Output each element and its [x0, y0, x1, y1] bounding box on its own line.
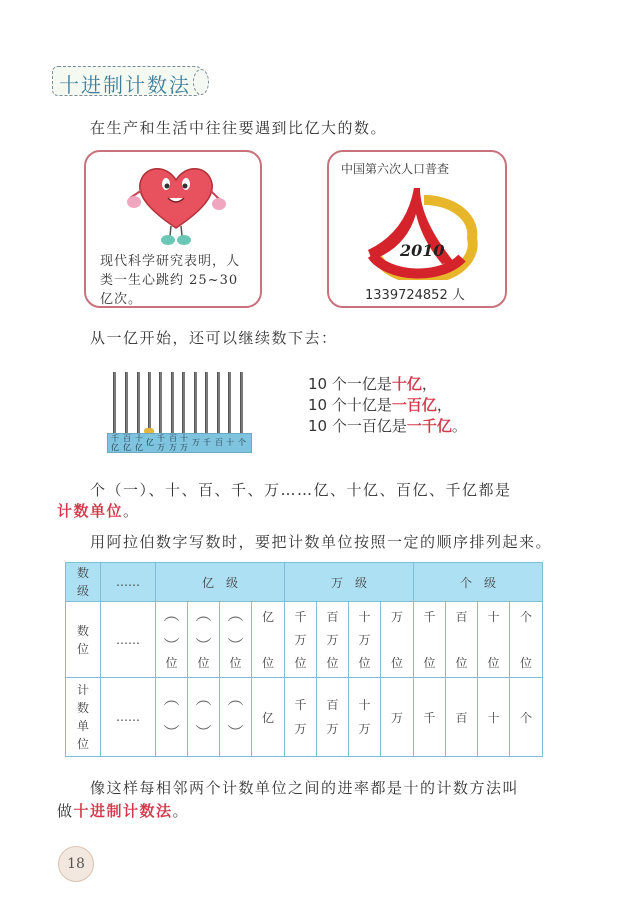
heart-text-line: 类一生心跳约 25~30 — [100, 273, 239, 288]
abacus-rod — [113, 372, 116, 434]
unit-cell: 万 — [381, 678, 414, 757]
continue-paragraph: 从一亿开始，还可以继续数下去： — [90, 329, 338, 347]
order-paragraph: 用阿拉伯数字写数时，要把计数单位按照一定的顺序排列起来。 — [90, 533, 553, 551]
abacus-rod — [125, 372, 128, 434]
heart-text-line: 现代科学研究表明，人 — [100, 254, 241, 269]
place-blank-cell[interactable]: ︵ ︶ 位 — [220, 602, 252, 678]
abacus-rod — [148, 372, 151, 434]
fact-line: 10 个十亿是一百亿， — [308, 396, 452, 414]
conclusion-line2: 做十进制计数法。 — [57, 802, 190, 820]
abacus-rod — [240, 372, 243, 434]
unit-cell: 百万 — [317, 678, 349, 757]
census-heading: 中国第六次人口普查 — [341, 162, 450, 176]
level-ge: 个 级 — [414, 563, 543, 602]
place-cell: 千 位 — [414, 602, 446, 678]
unit-cell: 十 — [478, 678, 510, 757]
place-cell: 个 位 — [510, 602, 543, 678]
section-title: 十进制计数法 — [59, 73, 191, 97]
rod-label: 百 — [215, 438, 223, 447]
unit-blank-cell[interactable]: ︵ ︶ — [156, 678, 188, 757]
ellipsis-cell: …… — [101, 602, 156, 678]
section-title-box — [52, 66, 202, 96]
heart-card-text — [100, 252, 240, 309]
unit-cell: 个 — [510, 678, 543, 757]
rod-label: 十 亿 — [135, 434, 143, 452]
rod-label: 千 — [203, 438, 211, 447]
heart-mascot-icon — [126, 158, 226, 248]
unit-cell: 亿 — [252, 678, 285, 757]
unit-cell: 百 — [446, 678, 478, 757]
place-blank-cell[interactable]: ︵ ︶ 位 — [156, 602, 188, 678]
rod-label: 亿 — [146, 438, 154, 447]
row-header-place: 数位 — [66, 602, 101, 678]
table-row-levels — [66, 563, 543, 602]
fact-line: 10 个一百亿是一千亿。 — [308, 417, 467, 435]
fact-line: 10 个一亿是十亿， — [308, 375, 437, 393]
row-header-unit: 计数单位 — [66, 678, 101, 757]
place-cell: 百 万 位 — [317, 602, 349, 678]
unit-cell: 千 — [414, 678, 446, 757]
unit-cell: 十万 — [349, 678, 381, 757]
rod-label: 千 万 — [157, 434, 165, 452]
abacus-rod — [137, 372, 140, 434]
row-header-level: 数级 — [66, 563, 101, 602]
ellipsis-cell: …… — [101, 678, 156, 757]
scroll-curl-decoration — [193, 69, 209, 95]
page-number: 18 — [58, 846, 94, 882]
facts-list — [308, 374, 467, 437]
units-paragraph-line2: 计数单位。 — [57, 502, 140, 520]
census-logo-icon — [354, 180, 484, 280]
abacus-rod — [194, 372, 197, 434]
counting-units-table — [65, 562, 543, 757]
heart-card — [84, 150, 262, 308]
rod-label: 十 万 — [180, 434, 188, 452]
rod-label: 个 — [238, 438, 246, 447]
rod-label: 万 — [192, 438, 200, 447]
place-cell: 百 位 — [446, 602, 478, 678]
place-cell: 十 位 — [478, 602, 510, 678]
table-row-places — [66, 602, 543, 678]
rod-label: 百 亿 — [123, 434, 131, 452]
place-cell: 亿 位 — [252, 602, 285, 678]
abacus-rod — [228, 372, 231, 434]
rod-label: 百 万 — [169, 434, 177, 452]
place-cell: 千 万 位 — [285, 602, 317, 678]
place-cell: 万 位 — [381, 602, 414, 678]
census-card — [327, 150, 507, 308]
rod-label: 十 — [226, 438, 234, 447]
abacus-rod — [171, 372, 174, 434]
rod-label: 千 亿 — [111, 434, 119, 452]
intro-paragraph: 在生产和生活中往往要遇到比亿大的数。 — [90, 119, 388, 137]
census-population: 1339724852 人 — [365, 288, 465, 303]
place-cell: 十 万 位 — [349, 602, 381, 678]
conclusion-line1: 像这样每相邻两个计数单位之间的进率都是十的计数方法叫 — [90, 779, 520, 797]
abacus-rod — [159, 372, 162, 434]
abacus-rod — [205, 372, 208, 434]
unit-blank-cell[interactable]: ︵ ︶ — [188, 678, 220, 757]
abacus-rod — [217, 372, 220, 434]
table-row-units — [66, 678, 543, 757]
level-yi: 亿 级 — [156, 563, 285, 602]
abacus-rod — [182, 372, 185, 434]
unit-blank-cell[interactable]: ︵ ︶ — [220, 678, 252, 757]
census-logo-year: 2010 — [400, 241, 445, 260]
heart-text-line: 亿次。 — [100, 292, 143, 307]
units-paragraph-line1: 个（一）、十、百、千、万……亿、十亿、百亿、千亿都是 — [90, 481, 512, 499]
place-blank-cell[interactable]: ︵ ︶ 位 — [188, 602, 220, 678]
unit-cell: 千万 — [285, 678, 317, 757]
ellipsis-cell: …… — [101, 563, 156, 602]
level-wan: 万 级 — [285, 563, 414, 602]
